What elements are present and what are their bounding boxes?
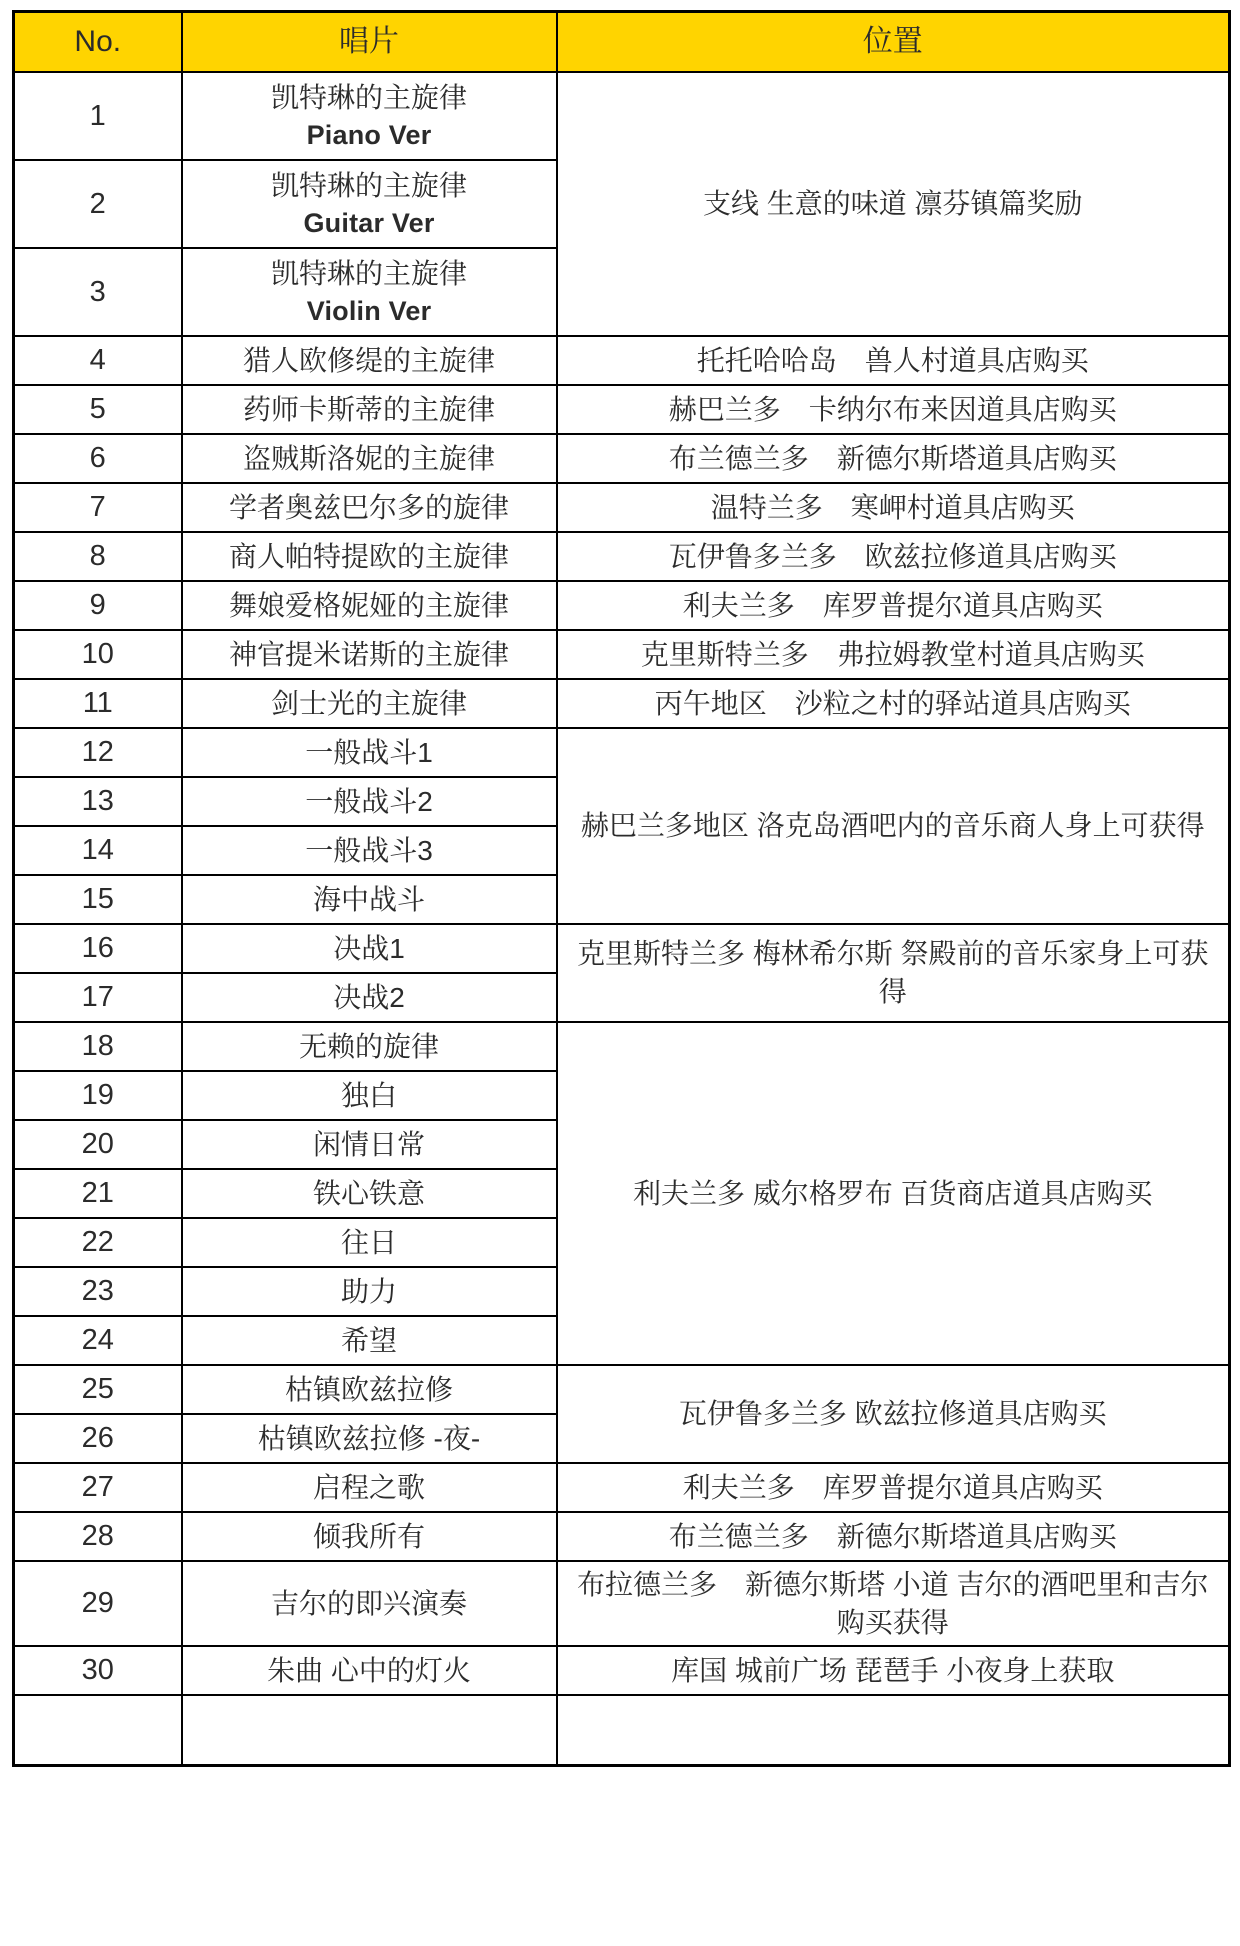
table-row bbox=[14, 679, 1230, 728]
cell-song-title: 朱曲 心中的灯火 bbox=[182, 1646, 557, 1695]
table-row bbox=[14, 483, 1230, 532]
table-row bbox=[14, 434, 1230, 483]
song-title-main: 凯特琳的主旋律 bbox=[270, 170, 467, 202]
cell-number: 26 bbox=[14, 1414, 182, 1463]
cell-number: 28 bbox=[14, 1512, 182, 1561]
cell-location: 克里斯特兰多 梅林希尔斯 祭殿前的音乐家身上可获得 bbox=[557, 924, 1230, 1022]
cell-number: 7 bbox=[14, 483, 182, 532]
cell-song-title: 铁心铁意 bbox=[182, 1169, 557, 1218]
cell-number: 13 bbox=[14, 777, 182, 826]
cell-song-title: 神官提米诺斯的主旋律 bbox=[182, 630, 557, 679]
cell-song-title: 盗贼斯洛妮的主旋律 bbox=[182, 434, 557, 483]
cell-number: 5 bbox=[14, 385, 182, 434]
song-title-main: 凯特琳的主旋律 bbox=[270, 82, 467, 114]
cell-number: 10 bbox=[14, 630, 182, 679]
cell-song-title: 一般战斗2 bbox=[182, 777, 557, 826]
cell-location: 瓦伊鲁多兰多 欧兹拉修道具店购买 bbox=[557, 1365, 1230, 1463]
cell-number: 19 bbox=[14, 1071, 182, 1120]
cell-number: 16 bbox=[14, 924, 182, 973]
cell-song-title: 独白 bbox=[182, 1071, 557, 1120]
cell-number: 2 bbox=[14, 160, 182, 248]
table-row bbox=[14, 336, 1230, 385]
cell-number: 11 bbox=[14, 679, 182, 728]
cell-location: 布兰德兰多 新德尔斯塔道具店购买 bbox=[557, 1512, 1230, 1561]
column-header-song: 唱片 bbox=[182, 12, 557, 73]
cell-location: 丙午地区 沙粒之村的驿站道具店购买 bbox=[557, 679, 1230, 728]
song-title-version: Guitar Ver bbox=[303, 207, 435, 238]
cell-number: 17 bbox=[14, 973, 182, 1022]
cell-song-title bbox=[182, 160, 557, 248]
cell-number: 29 bbox=[14, 1561, 182, 1646]
table-row bbox=[14, 1646, 1230, 1695]
cell-song-title: 一般战斗3 bbox=[182, 826, 557, 875]
table-row bbox=[14, 1463, 1230, 1512]
cell-location bbox=[557, 1695, 1230, 1766]
table-row bbox=[14, 1695, 1230, 1766]
cell-song-title bbox=[182, 248, 557, 336]
cell-song-title: 猎人欧修缇的主旋律 bbox=[182, 336, 557, 385]
cell-song-title: 一般战斗1 bbox=[182, 728, 557, 777]
cell-number: 30 bbox=[14, 1646, 182, 1695]
cell-song-title: 决战1 bbox=[182, 924, 557, 973]
table-body bbox=[14, 72, 1230, 1766]
cell-location: 托托哈哈岛 兽人村道具店购买 bbox=[557, 336, 1230, 385]
cell-song-title: 海中战斗 bbox=[182, 875, 557, 924]
table-row bbox=[14, 1561, 1230, 1646]
table-row bbox=[14, 385, 1230, 434]
cell-song-title: 舞娘爱格妮娅的主旋律 bbox=[182, 581, 557, 630]
cell-song-title: 启程之歌 bbox=[182, 1463, 557, 1512]
table-row bbox=[14, 1365, 1230, 1414]
table-row bbox=[14, 728, 1230, 777]
cell-song-title bbox=[182, 1695, 557, 1766]
cell-song-title: 希望 bbox=[182, 1316, 557, 1365]
table-row bbox=[14, 1512, 1230, 1561]
cell-number: 12 bbox=[14, 728, 182, 777]
cell-number: 24 bbox=[14, 1316, 182, 1365]
cell-number: 8 bbox=[14, 532, 182, 581]
cell-song-title: 学者奥兹巴尔多的旋律 bbox=[182, 483, 557, 532]
cell-number: 3 bbox=[14, 248, 182, 336]
song-title-main: 凯特琳的主旋律 bbox=[270, 258, 467, 290]
table-header-row bbox=[14, 12, 1230, 73]
cell-location: 赫巴兰多地区 洛克岛酒吧内的音乐商人身上可获得 bbox=[557, 728, 1230, 924]
cell-location: 布拉德兰多 新德尔斯塔 小道 吉尔的酒吧里和吉尔购买获得 bbox=[557, 1561, 1230, 1646]
cell-song-title: 无赖的旋律 bbox=[182, 1022, 557, 1071]
table-row bbox=[14, 1022, 1230, 1071]
cell-location: 克里斯特兰多 弗拉姆教堂村道具店购买 bbox=[557, 630, 1230, 679]
cell-song-title: 药师卡斯蒂的主旋律 bbox=[182, 385, 557, 434]
cell-location: 瓦伊鲁多兰多 欧兹拉修道具店购买 bbox=[557, 532, 1230, 581]
cell-number: 9 bbox=[14, 581, 182, 630]
cell-song-title: 吉尔的即兴演奏 bbox=[182, 1561, 557, 1646]
table-row bbox=[14, 924, 1230, 973]
cell-number: 25 bbox=[14, 1365, 182, 1414]
cell-song-title: 倾我所有 bbox=[182, 1512, 557, 1561]
table-row bbox=[14, 532, 1230, 581]
song-title-version: Violin Ver bbox=[306, 295, 432, 326]
cell-location: 利夫兰多 库罗普提尔道具店购买 bbox=[557, 1463, 1230, 1512]
column-header-location: 位置 bbox=[557, 12, 1230, 73]
cell-location: 利夫兰多 威尔格罗布 百货商店道具店购买 bbox=[557, 1022, 1230, 1365]
cell-song-title: 助力 bbox=[182, 1267, 557, 1316]
cell-number: 15 bbox=[14, 875, 182, 924]
table-row bbox=[14, 72, 1230, 160]
table-row bbox=[14, 581, 1230, 630]
cell-number: 20 bbox=[14, 1120, 182, 1169]
cell-location: 赫巴兰多 卡纳尔布来因道具店购买 bbox=[557, 385, 1230, 434]
cell-location: 布兰德兰多 新德尔斯塔道具店购买 bbox=[557, 434, 1230, 483]
column-header-no: No. bbox=[14, 12, 182, 73]
cell-number: 6 bbox=[14, 434, 182, 483]
cell-location: 温特兰多 寒岬村道具店购买 bbox=[557, 483, 1230, 532]
cell-number: 22 bbox=[14, 1218, 182, 1267]
cell-song-title bbox=[182, 72, 557, 160]
cell-number: 21 bbox=[14, 1169, 182, 1218]
cell-song-title: 往日 bbox=[182, 1218, 557, 1267]
cell-song-title: 商人帕特提欧的主旋律 bbox=[182, 532, 557, 581]
cell-number: 18 bbox=[14, 1022, 182, 1071]
cell-number bbox=[14, 1695, 182, 1766]
song-title-version: Piano Ver bbox=[306, 119, 432, 150]
table-header bbox=[14, 12, 1230, 73]
cell-number: 4 bbox=[14, 336, 182, 385]
cell-location: 库国 城前广场 琵琶手 小夜身上获取 bbox=[557, 1646, 1230, 1695]
records-table bbox=[12, 10, 1231, 1767]
cell-number: 23 bbox=[14, 1267, 182, 1316]
cell-song-title: 剑士光的主旋律 bbox=[182, 679, 557, 728]
cell-number: 1 bbox=[14, 72, 182, 160]
cell-number: 27 bbox=[14, 1463, 182, 1512]
table-row bbox=[14, 630, 1230, 679]
cell-number: 14 bbox=[14, 826, 182, 875]
cell-location: 支线 生意的味道 凛芬镇篇奖励 bbox=[557, 72, 1230, 336]
cell-song-title: 闲情日常 bbox=[182, 1120, 557, 1169]
cell-location: 利夫兰多 库罗普提尔道具店购买 bbox=[557, 581, 1230, 630]
cell-song-title: 决战2 bbox=[182, 973, 557, 1022]
cell-song-title: 枯镇欧兹拉修 bbox=[182, 1365, 557, 1414]
cell-song-title: 枯镇欧兹拉修 -夜- bbox=[182, 1414, 557, 1463]
